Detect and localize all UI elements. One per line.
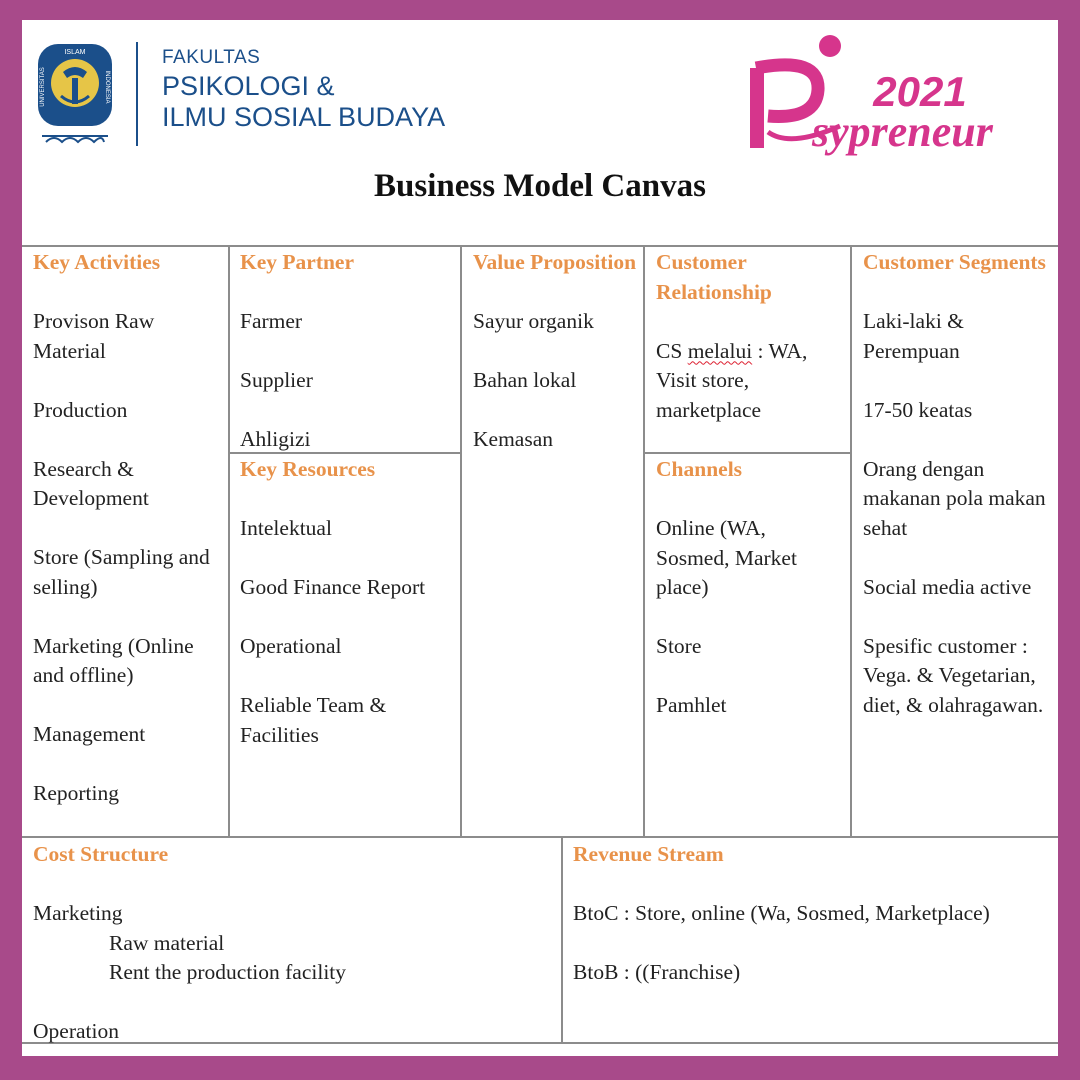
page [22, 20, 1058, 1056]
cs-underlined-word: melalui [687, 338, 753, 363]
key-resources-heading: Key Resources [240, 457, 376, 481]
divider-h-relationship [643, 452, 852, 454]
key-partner-item: Ahligizi [240, 427, 311, 451]
canvas-top-border [22, 245, 1058, 247]
key-activity-item: Research & Development [33, 456, 149, 510]
key-resource-item: Reliable Team & Facilities [240, 693, 387, 747]
key-partner-item: Supplier [240, 368, 313, 392]
header [22, 20, 1058, 245]
divider-v3 [643, 245, 645, 837]
cost-structure-block [33, 840, 553, 1047]
cost-item: Marketing [33, 901, 123, 925]
value-proposition-item: Bahan lokal [473, 368, 577, 392]
faculty-name [162, 47, 445, 133]
key-activity-item: Marketing (Online and offline) [33, 633, 194, 687]
customer-segments-heading: Customer Segments [863, 250, 1046, 274]
seal-text-left: UNIVERSITAS [40, 67, 46, 107]
psypreneur-logo [750, 28, 1040, 168]
faculty-line-3: ILMU SOSIAL BUDAYA [162, 102, 446, 132]
channel-item: Store [656, 634, 702, 658]
key-activities-heading: Key Activities [33, 250, 161, 274]
header-divider [136, 42, 138, 146]
key-resource-item: Intelektual [240, 516, 332, 540]
cs-prefix: CS [656, 338, 688, 363]
customer-relationship-item [656, 337, 848, 426]
faculty-line-2: PSIKOLOGI & [162, 71, 335, 101]
channel-item: Online (WA, Sosmed, Market place) [656, 516, 797, 599]
seal-text-top: ISLAM [64, 49, 86, 56]
revenue-stream-block [573, 840, 1043, 988]
customer-relationship-heading: Customer Relationship [656, 250, 772, 304]
customer-segment-item: Laki-laki & Perempuan [863, 309, 964, 363]
university-seal-logo [36, 42, 114, 150]
divider-v-bottom [561, 837, 563, 1043]
key-activity-item: Store (Sampling and selling) [33, 545, 210, 599]
customer-segments-block [863, 248, 1055, 720]
business-model-canvas [22, 245, 1058, 1045]
revenue-item: BtoB : ((Franchise) [573, 960, 741, 984]
cost-subitem: Rent the production facility [109, 960, 347, 984]
key-resource-item: Operational [240, 634, 342, 658]
brand-year: 2021 [873, 68, 967, 115]
customer-segment-item: Spesific customer : Vega. & Vegetarian, diet, & olahragawan. [863, 633, 1044, 717]
divider-v1 [228, 245, 230, 837]
channels-block [656, 455, 841, 721]
faculty-line-1: FAKULTAS [162, 47, 261, 68]
key-partner-block [240, 248, 455, 455]
revenue-stream-heading: Revenue Stream [573, 842, 724, 866]
divider-v2 [460, 245, 462, 837]
value-proposition-heading: Value Proposition [473, 250, 637, 274]
value-proposition-item: Kemasan [473, 427, 553, 451]
cost-subitem: Raw material [109, 930, 225, 955]
customer-relationship-block [656, 248, 848, 425]
page-title: Business Model Canvas [374, 168, 706, 204]
channel-item: Pamhlet [656, 693, 727, 717]
seal-text-right: INDONESIA [104, 70, 110, 104]
canvas-mid-border [22, 836, 1058, 838]
cost-structure-heading: Cost Structure [33, 842, 169, 866]
value-proposition-block [473, 248, 638, 455]
customer-segment-item: Orang dengan makanan pola makan sehat [863, 456, 1046, 540]
key-activity-item: Management [33, 722, 146, 746]
cost-item: Operation [33, 1019, 119, 1043]
key-resource-item: Good Finance Report [240, 575, 426, 599]
customer-segment-item: 17-50 keatas [863, 397, 973, 422]
key-activity-item: Reporting [33, 781, 119, 805]
key-partner-heading: Key Partner [240, 250, 355, 274]
key-activity-item: Provison Raw Material [33, 309, 155, 363]
brand-word: sypreneur [812, 107, 993, 156]
key-activities-block [33, 248, 223, 809]
key-resources-block [240, 455, 455, 750]
cs-rest: : WA, Visit store, marketplace [656, 338, 808, 422]
channels-heading: Channels [656, 457, 743, 481]
value-proposition-item: Sayur organik [473, 309, 594, 333]
key-partner-item: Farmer [240, 309, 303, 333]
revenue-item: BtoC : Store, online (Wa, Sosmed, Marketplace) [573, 901, 990, 925]
key-activity-item: Production [33, 397, 128, 422]
divider-v4 [850, 245, 852, 837]
customer-segment-item: Social media active [863, 574, 1032, 599]
